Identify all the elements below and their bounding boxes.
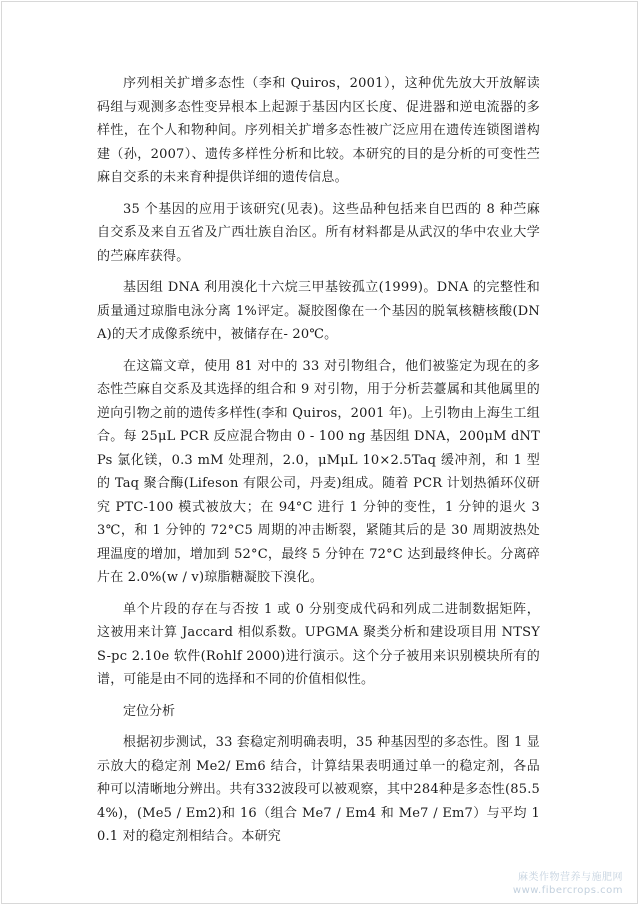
watermark-url: www.fibercrops.com [512, 885, 623, 896]
watermark-title: 麻类作物营养与施肥网 [518, 872, 623, 883]
paragraph-6: 根据初步测试，33 套稳定剂明确表明，35 种基因型的多态性。图 1 显示放大的稳定剂 Me2/ Em6 结合，计算结果表明通过单一的稳定剂，各品种可以清晰地分辨出。共有332波段可以被观察，其中284种是多态性(85.54%)，(Me5 / Em2)和 16（组合 Me7 / Em4 和 Me7 / Em7）与平均 10.1 对的稳定剂相结合。本研究 [97, 735, 540, 844]
paragraph-2: 35 个基因的应用于该研究(见表)。这些品种包括来自巴西的 8 种苎麻自交系及来自五省及广西壮族自治区。所有材料都是从武汉的华中农业大学的苎麻库获得。 [97, 201, 540, 264]
paragraph-4: 在这篇文章，使用 81 对中的 33 对引物组合，他们被鉴定为现在的多态性苎麻自交系及其选择的组合和 9 对引物，用于分析芸薹属和其他属里的逆向引物之前的遗传多样性(李和 Quiros，2001 年)。上引物由上海生工组合。每 25μL PCR 反应混合物由 0 - 100 ng 基因组 DNA，200μM dNTPs 氯化镁，0.3 mM 处理剂，2.0，μMμL 10×2.5Taq 缓冲剂，和 1 型的 Taq 聚合酶(Lifeson 有限公司，丹麦)组成。随着 PCR 计划热循环仪研究 PTC-100 模式被放大；在 94°C 进行 1 分钟的变性，1 分钟的退火 33℃，和 1 分钟的 72°C5 周期的冲击断裂，紧随其后的是 30 周期波热处理温度的增加，增加到 52°C，最终 5 分钟在 72°C 达到最终伸长。分离碎片在 2.0%(w / v)琼脂糖凝胶下溴化。 [97, 358, 540, 585]
paragraph-3: 基因组 DNA 利用溴化十六烷三甲基铵孤立(1999)。DNA 的完整性和质量通过琼脂电泳分离 1%评定。凝胶图像在一个基因的脱氧核糖核酸(DNA)的天才成像系统中，被储存在- 20℃。 [97, 280, 540, 342]
paragraph-5: 单个片段的存在与否按 1 或 0 分别变成代码和列成二进制数据矩阵，这被用来计算 Jaccard 相似系数。UPGMA 聚类分析和建设项目用 NTSYS-pc 2.10e 软件(Rohlf 2000)进行演示。这个分子被用来识别模块所有的谱，可能是由不同的选择和不同的价值相似性。 [97, 601, 540, 687]
paragraph-1: 序列相关扩增多态性（李和 Quiros，2001），这种优先放大开放解读码组与观测多态性变异根本上起源于基因内区长度、促进器和逆电流器的多样性，在个人和物种间。序列相关扩增多态性被广泛应用在遗传连锁图谱构建（孙，2007）、遗传多样性分析和比较。本研究的目的是分析的可变性苎麻自交系的未来育种提供详细的遗传信息。 [97, 76, 540, 185]
document-body [97, 72, 540, 849]
site-watermark [513, 871, 623, 897]
section-heading: 定位分析 [123, 703, 176, 719]
